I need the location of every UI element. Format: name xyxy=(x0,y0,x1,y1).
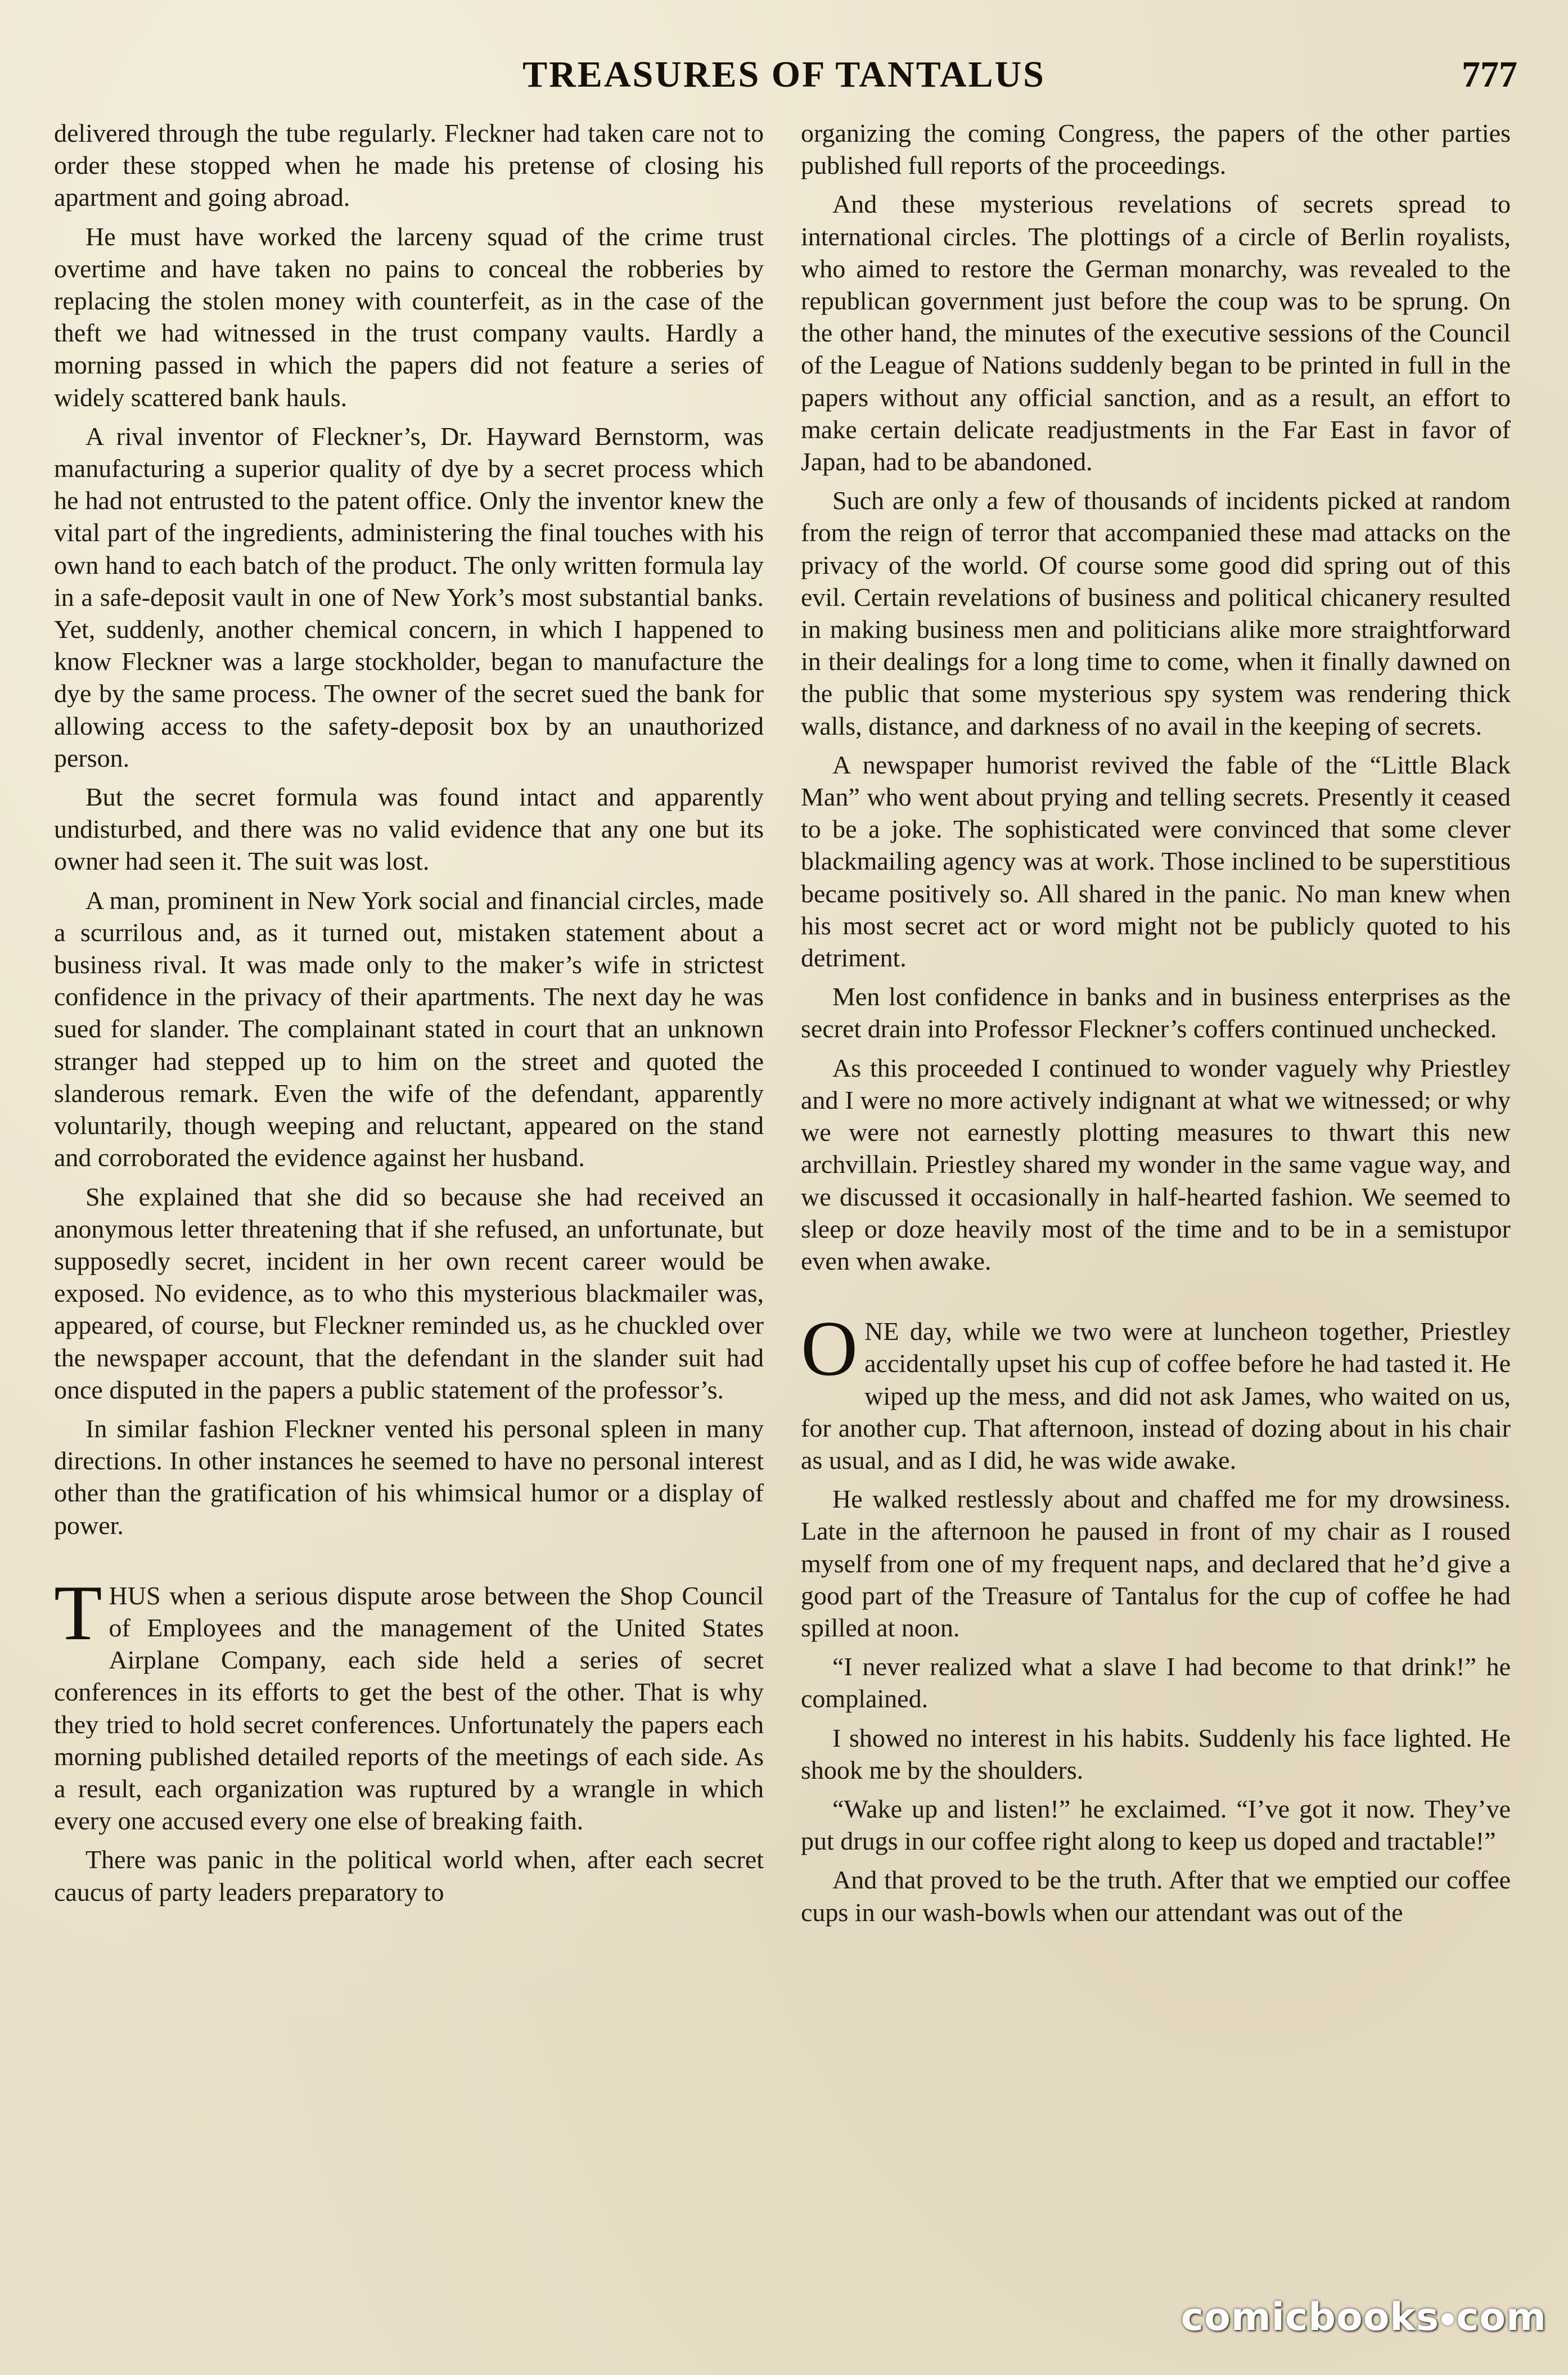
paragraph-dropcap xyxy=(54,1569,764,1837)
paragraph: There was panic in the political world when, after each secret caucus of party leaders preparatory to xyxy=(54,1845,764,1906)
paragraph-text: NE day, while we two were at luncheon together, Priestley accidentally upset his cup of coffee before he had tasted it. He wiped up the mess, and did not ask James, who waited on us, for another cup. That afternoon, instead of dozing about in his chair as usual, and as I did, he was wide awake. xyxy=(801,1317,1511,1474)
paragraph: She explained that she did so because she had received an anonymous letter threatening that if she refused, an unfortunate, but supposedly secret, incident in her own recent career would be exposed. No evidence, as to who this mysterious blackmailer was, appeared, of course, but Fleckner reminded us, as he chuckled over the newspaper account, that the defendant in the slander suit had once disputed in the papers a public statement of the professor’s. xyxy=(54,1182,764,1404)
section-break xyxy=(54,1548,764,1580)
left-column xyxy=(54,117,764,2345)
paragraph: A rival inventor of Fleckner’s, Dr. Hayward Bernstorm, was manufacturing a superior quality of dye by a secret process which he had not entrusted to the patent office. Only the inventor knew the vital part of the ingredients, administering the final touches with his own hand to each batch of the product. The only written formula lay in a safe-deposit vault in one of New York’s most substantial banks. Yet, suddenly, another chemical concern, in which I happened to know Fleckner was a large stockholder, began to manufacture the dye by the same process. The owner of the secret sued the bank for allowing access to the safety-deposit box by an unauthorized person. xyxy=(54,421,764,772)
paragraph-dropcap xyxy=(801,1305,1511,1476)
running-title: TREASURES OF TANTALUS xyxy=(522,54,1046,95)
paragraph: But the secret formula was found intact and apparently undisturbed, and there was no valid evidence that any one but its owner had seen it. The suit was lost. xyxy=(54,782,764,876)
watermark-text: comic xyxy=(1180,2295,1309,2340)
paragraph: A newspaper humorist revived the fable of the “Little Black Man” who went about prying and telling secrets. Presently it ceased to be a joke. The sophisticated were convinced that some clever blackmailing agency was at work. Those inclined to be superstitious became positively so. All shared in the panic. No man knew when his most secret act or word might not be publicly quoted to his detriment. xyxy=(801,750,1511,973)
right-column xyxy=(801,117,1511,2345)
paragraph: As this proceeded I continued to wonder vaguely why Priestley and I were no more actively indignant at what we witnessed; or why we were not earnestly plotting measures to thwart this new archvillain. Priestley shared my wonder in the same vague way, and we discussed it occasionally in half-hearted fashion. We seemed to sleep or doze heavily most of the time and to be in a semistupor even when awake. xyxy=(801,1053,1511,1275)
section-break xyxy=(801,1284,1511,1315)
paragraph: Such are only a few of thousands of incidents picked at random from the reign of terror that accompanied these mad attacks on the privacy of the world. Of course some good did spring out of this evil. Certain revelations of business and political chicanery resulted in making business men and politicians alike more straightforward in their dealings for a long time to come, when it finally dawned on the public that some mysterious spy system was rendering thick walls, distance, and darkness of no avail in the keeping of secrets. xyxy=(801,486,1511,740)
drop-cap: O xyxy=(801,1305,858,1393)
paragraph: Men lost confidence in banks and in business enterprises as the secret drain into Professor Fleckner’s coffers continued unchecked. xyxy=(801,982,1511,1043)
paragraph: In similar fashion Fleckner vented his personal spleen in many directions. In other instances he seemed to have no personal interest other than the gratification of his whimsical humor or a display of power. xyxy=(54,1414,764,1540)
watermark-text: books xyxy=(1308,2295,1440,2340)
paragraph: delivered through the tube regularly. Fleckner had taken care not to order these stopped when he made his pretense of closing his apartment and going abroad. xyxy=(54,119,764,212)
paragraph: He must have worked the larceny squad of the crime trust overtime and have taken no pains to conceal the robberies by replacing the stolen money with counterfeit, as in the case of the theft we had witnessed in the trust company vaults. Hardly a morning passed in which the papers did not feature a series of widely scattered bank hauls. xyxy=(54,222,764,412)
paragraph: And that proved to be the truth. After that we emptied our coffee cups in our wash-bowls when our attendant was out of the xyxy=(801,1865,1511,1927)
paragraph: I showed no interest in his habits. Suddenly his face lighted. He shook me by the shoulders. xyxy=(801,1723,1511,1784)
paragraph: A man, prominent in New York social and financial circles, made a scurrilous and, as it turned out, mistaken statement about a business rival. It was made only to the maker’s wife in strictest confidence in the privacy of their apartments. The next day he was sued for slander. The complainant stated in court that an unknown stranger had stepped up to him on the street and quoted the slanderous remark. Even the wife of the defendant, apparently voluntarily, though weeping and reluctant, appeared on the stand and corroborated the evidence against her husband. xyxy=(54,885,764,1172)
site-watermark xyxy=(1153,2295,1547,2346)
page-header xyxy=(51,53,1517,104)
paragraph: “I never realized what a slave I had become to that drink!” he complained. xyxy=(801,1652,1511,1713)
paragraph-text: HUS when a serious dispute arose between the Shop Council of Employees and the management of the United States Airplane Company, each side held a series of secret conferences in its efforts to get the best of the other. That is why they tried to hold secret conferences. Unfortunately the papers each morning published detailed reports of the meetings of each side. As a result, each organization was ruptured by a wrangle in which every one accused every one else of breaking faith. xyxy=(54,1581,764,1836)
paragraph: organizing the coming Congress, the papers of the other parties published full reports of the proceedings. xyxy=(801,119,1511,180)
paragraph: “Wake up and listen!” he exclaimed. “I’ve got it now. They’ve put drugs in our coffee right along to keep us doped and tractable!” xyxy=(801,1794,1511,1856)
paragraph: He walked restlessly about and chaffed me for my drowsiness. Late in the afternoon he paused in front of my chair as I roused myself from one of my frequent naps, and declared that he’d give a good part of the Treasure of Tantalus for the cup of coffee he had spilled at noon. xyxy=(801,1485,1511,1642)
paragraph: And these mysterious revelations of secrets spread to international circles. The plottings of a circle of Berlin royalists, who aimed to restore the German monarchy, was revealed to the republican government just before the coup was to be sprung. On the other hand, the minutes of the executive sessions of the Council of the League of Nations suddenly began to be printed in full in the papers without any official sanction, and as a result, an effort to make certain delicate readjustments in the Far East in favor of Japan, had to be abandoned. xyxy=(801,190,1511,476)
watermark-text: com xyxy=(1456,2295,1547,2340)
page-number: 777 xyxy=(1462,54,1517,95)
drop-cap: T xyxy=(54,1569,102,1657)
dot-icon xyxy=(1441,2313,1454,2325)
